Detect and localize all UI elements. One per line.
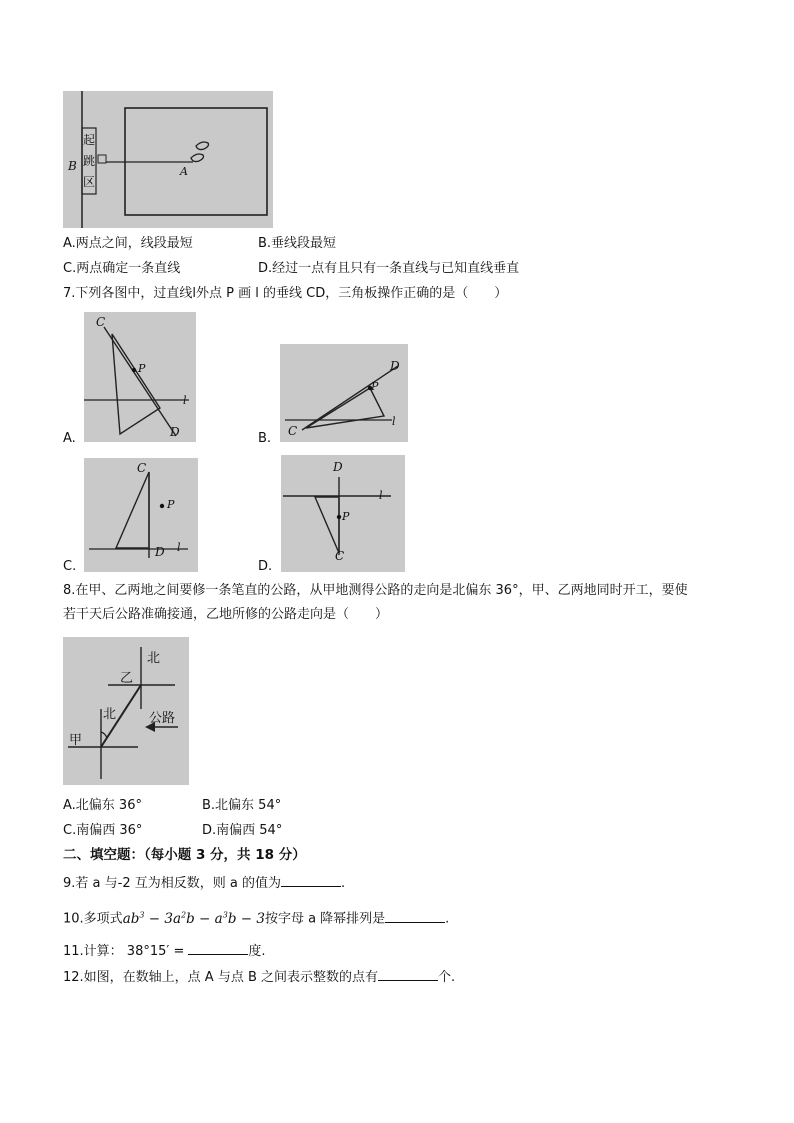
- point-a-label: A: [180, 165, 188, 178]
- fig-a-c-label: C: [96, 315, 106, 329]
- q6-option-a: A.两点之间，线段最短: [63, 236, 193, 251]
- fig-c-l-label: l: [177, 541, 181, 554]
- q9-answer-blank: [281, 872, 341, 887]
- fig-b-c-label: C: [288, 424, 298, 438]
- q7-option-d-label: D.: [258, 559, 273, 574]
- fig-a-d-label: D: [170, 425, 180, 439]
- q8-stem-line-1: 8.在甲、乙两地之间要修一条笔直的公路，从甲地测得公路的走向是北偏东 36°，甲、乙两地同时开工，要使: [63, 583, 688, 598]
- fig-a-l-label: l: [183, 394, 187, 407]
- fig-a-p-label: P: [138, 362, 146, 375]
- q10-polynomial: $ab^3 - 3a^2b - a^3b - 3$: [122, 910, 265, 927]
- q10-end: .: [445, 911, 450, 927]
- q10-prefix: 10.多项式: [63, 911, 123, 927]
- zone-char-1: 起: [83, 133, 96, 147]
- fig-b-d-label: D: [390, 359, 400, 373]
- fig-d-l-label: l: [379, 489, 383, 502]
- fig-d-d-label: D: [333, 460, 343, 474]
- q12: [63, 966, 455, 987]
- north-label-mid: 北: [103, 707, 117, 722]
- q8-option-b: B.北偏东 54°: [202, 798, 282, 813]
- zone-char-2: 跳: [83, 154, 96, 168]
- q8-option-c: C.南偏西 36°: [63, 823, 143, 838]
- fig-b-l-label: l: [392, 415, 396, 428]
- yi-label: 乙: [120, 671, 134, 686]
- q8-option-d: D.南偏西 54°: [202, 823, 283, 838]
- q7-figure-b: [280, 344, 408, 442]
- q7-option-b-label: B.: [258, 431, 272, 446]
- q10-answer-blank: [385, 908, 445, 923]
- q8-option-a: A.北偏东 36°: [63, 798, 142, 813]
- q7-option-a-label: A.: [63, 431, 76, 446]
- fig-b-p-label: P: [371, 380, 379, 393]
- q7-stem: 7.下列各图中，过直线l外点 P 画 l 的垂线 CD，三角板操作正确的是（ ）: [63, 286, 508, 301]
- q8-stem-line-2: 若干天后公路准确接通，乙地所修的公路走向是（ ）: [63, 607, 389, 622]
- fig-d-p-label: P: [342, 510, 350, 523]
- q9-end: .: [340, 876, 346, 891]
- section-2-heading: 二、填空题：（每小题 3 分，共 18 分）: [63, 847, 306, 863]
- q11-prefix: 11.计算： 38°15′ =: [63, 944, 185, 959]
- q11-answer-blank: [188, 940, 248, 955]
- fig-d-c-label: C: [335, 549, 345, 563]
- north-label-top: 北: [147, 651, 161, 666]
- q12-answer-blank: [378, 966, 438, 981]
- zone-char-3: 区: [83, 175, 96, 189]
- jia-label: 甲: [69, 733, 83, 748]
- road-direction-figure: [63, 637, 189, 785]
- road-label: 公路: [149, 711, 176, 726]
- point-b-label: B: [68, 159, 77, 173]
- q7-figure-a: [84, 312, 196, 442]
- fig-c-d-label: D: [155, 545, 165, 559]
- long-jump-figure: [63, 91, 273, 228]
- q7-figure-d: [281, 455, 405, 572]
- fig-c-p-label: P: [167, 498, 175, 511]
- q10: [63, 906, 449, 929]
- q11: [63, 940, 266, 961]
- q12-text: 12.如图，在数轴上，点 A 与点 B 之间表示整数的点有: [63, 970, 379, 985]
- q9: [63, 872, 345, 893]
- q12-end: 个.: [438, 970, 456, 985]
- q9-text: 9.若 a 与-2 互为相反数，则 a 的值为: [63, 876, 281, 891]
- q11-suffix: 度.: [248, 944, 266, 959]
- q7-option-c-label: C.: [63, 559, 77, 574]
- q6-option-d: D.经过一点有且只有一条直线与已知直线垂直: [258, 261, 520, 276]
- q6-option-b: B.垂线段最短: [258, 236, 337, 251]
- q10-suffix: 按字母 a 降幂排列是: [264, 911, 386, 927]
- q6-option-c: C.两点确定一条直线: [63, 261, 181, 276]
- fig-c-c-label: C: [137, 461, 147, 475]
- q7-figure-c: [84, 458, 198, 572]
